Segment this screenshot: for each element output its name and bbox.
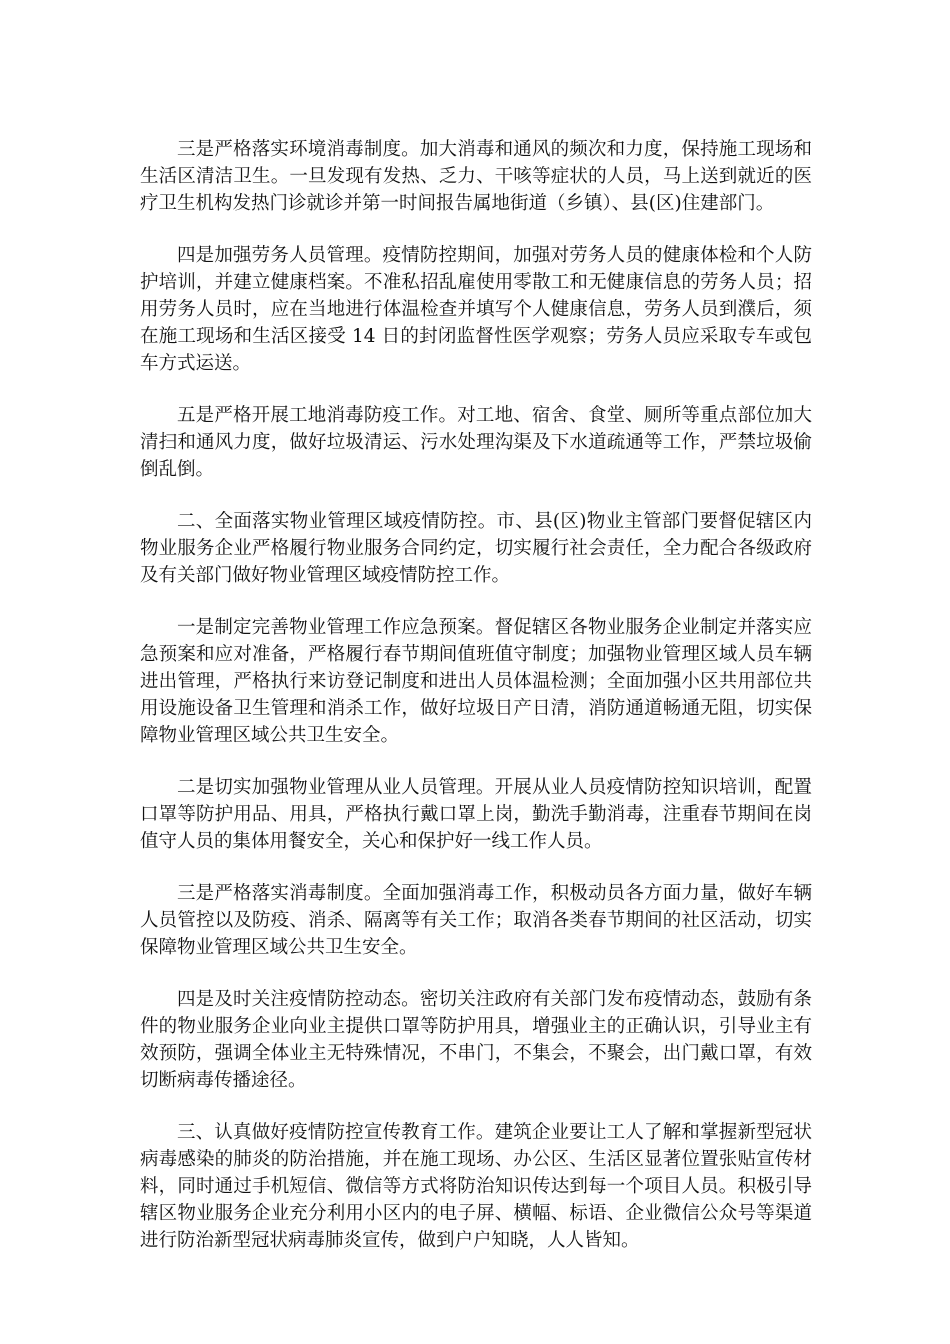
paragraph-disinfection-system: 三是严格落实消毒制度。全面加强消毒工作，积极动员各方面力量，做好车辆人员管控以及防疫、消杀、隔离等有关工作；取消各类春节期间的社区活动，切实保障物业管理区域公共卫生安全。 [140,883,812,958]
paragraph-epidemic-dynamics: 四是及时关注疫情防控动态。密切关注政府有关部门发布疫情动态，鼓励有条件的物业服务企业向业主提供口罩等防护用具，增强业主的正确认识，引导业主有效预防，强调全体业主无特殊情况，不串门，不集会，不聚会，出门戴口罩，有效切断病毒传播途径。 [140,989,812,1091]
paragraph-emergency-plan: 一是制定完善物业管理工作应急预案。督促辖区各物业服务企业制定并落实应急预案和应对准备，严格履行春节期间值班值守制度；加强物业管理区域人员车辆进出管理，严格执行来访登记制度和进出人员体温检测；全面加强小区共用部位共用设施设备卫生管理和消杀工作，做好垃圾日产日清，消防通道畅通无阻，切实保障物业管理区域公共卫生安全。 [140,617,812,746]
document-body [140,136,812,1279]
paragraph-labor-management: 四是加强劳务人员管理。疫情防控期间，加强对劳务人员的健康体检和个人防护培训，并建立健康档案。不准私招乱雇使用零散工和无健康信息的劳务人员；招用劳务人员时，应在当地进行体温检查并填写个人健康信息，劳务人员到濮后，须在施工现场和生活区接受 14 日的封闭监督性医学观察；劳务人员应采取专车或包车方式运送。 [140,245,812,374]
paragraph-property-management-section: 二、全面落实物业管理区域疫情防控。市、县(区)物业主管部门要督促辖区内物业服务企业严格履行物业服务合同约定，切实履行社会责任，全力配合各级政府及有关部门做好物业管理区域疫情防控工作。 [140,511,812,586]
paragraph-staff-management: 二是切实加强物业管理从业人员管理。开展从业人员疫情防控知识培训，配置口罩等防护用品、用具，严格执行戴口罩上岗，勤洗手勤消毒，注重春节期间在岗值守人员的集体用餐安全，关心和保护好一线工作人员。 [140,777,812,852]
paragraph-site-disinfection: 五是严格开展工地消毒防疫工作。对工地、宿舍、食堂、厕所等重点部位加大清扫和通风力度，做好垃圾清运、污水处理沟渠及下水道疏通等工作，严禁垃圾偷倒乱倒。 [140,405,812,480]
paragraph-publicity-education-section: 三、认真做好疫情防控宣传教育工作。建筑企业要让工人了解和掌握新型冠状病毒感染的肺炎的防治措施，并在施工现场、办公区、生活区显著位置张贴宣传材料，同时通过手机短信、微信等方式将防治知识传达到每一个项目人员。积极引导辖区物业服务企业充分利用小区内的电子屏、横幅、标语、企业微信公众号等渠道进行防治新型冠状病毒肺炎宣传，做到户户知晓，人人皆知。 [140,1122,812,1251]
paragraph-environment-disinfection: 三是严格落实环境消毒制度。加大消毒和通风的频次和力度，保持施工现场和生活区清洁卫生。一旦发现有发热、乏力、干咳等症状的人员，马上送到就近的医疗卫生机构发热门诊就诊并第一时间报告属地街道（乡镇）、县(区)住建部门。 [140,139,812,214]
